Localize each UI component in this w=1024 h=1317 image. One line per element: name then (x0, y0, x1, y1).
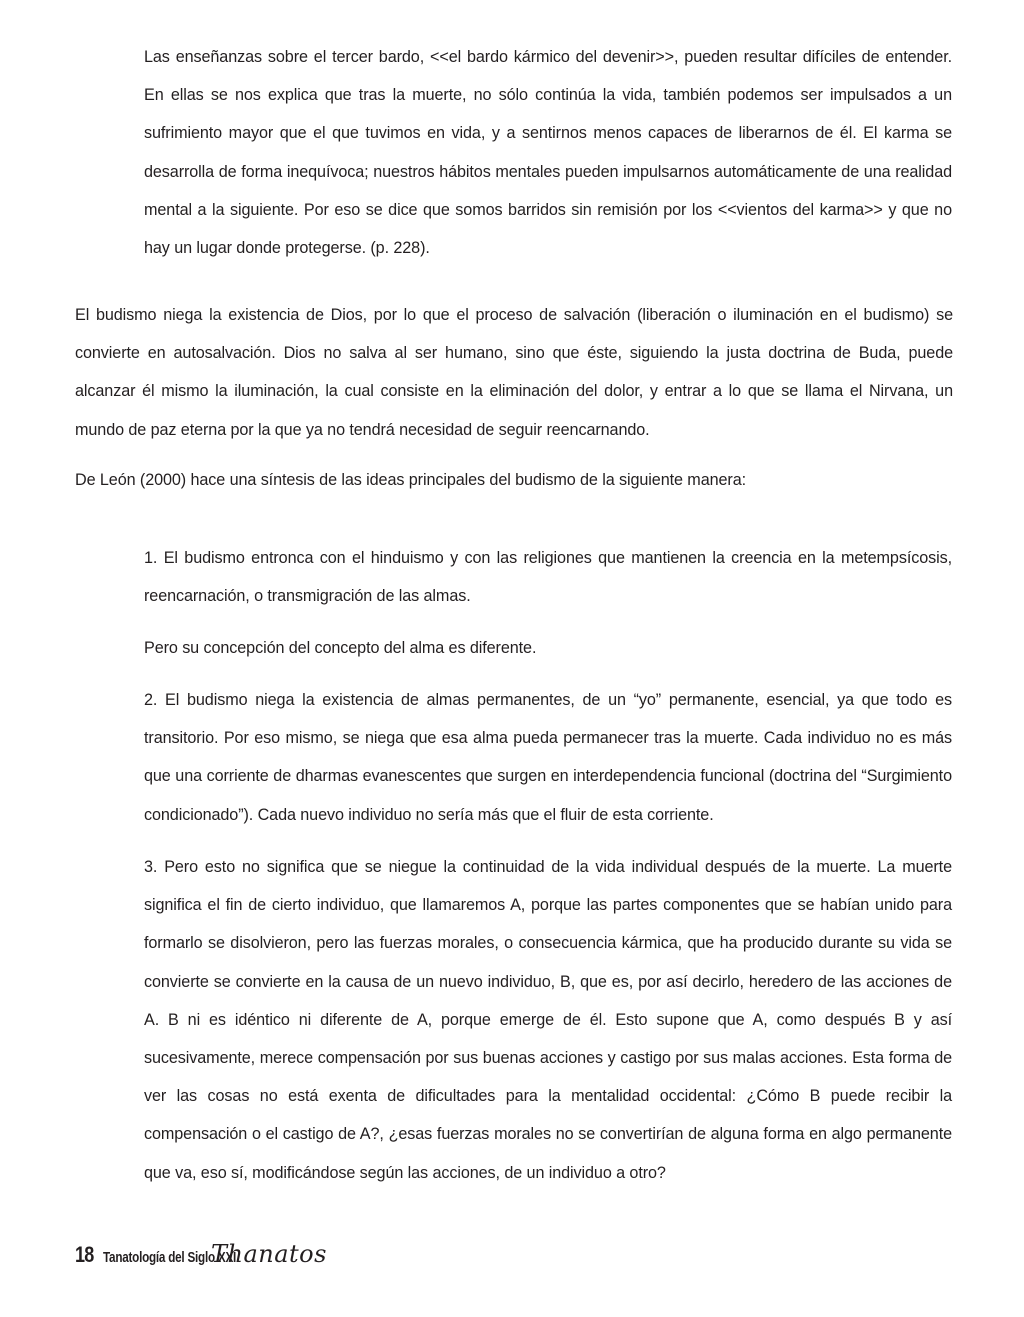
list-item-1-note: Pero su concepción del concepto del alma es diferente. (144, 639, 537, 657)
page-number: 18 (75, 1242, 94, 1267)
block-quote-bardo: Las enseñanzas sobre el tercer bardo, <<el bardo kármico del devenir>>, pueden resultar difíciles de entender. En ellas se nos explica que tras la muerte, no sólo continúa la vida, también podemos ser impulsados a un sufrimiento mayor que el que tuvimos en vida, y a sentirnos menos capaces de liberarnos de él. El karma se desarrolla de forma inequívoca; nuestros hábitos mentales pueden impulsarnos automáticamente de una realidad mental a la siguiente. Por eso se dice que somos barridos sin remisión por los <<vientos del karma>> y que no hay un lugar donde protegerse. (p. 228). (144, 48, 952, 258)
paragraph-buddhism-salvation: El budismo niega la existencia de Dios, por lo que el proceso de salvación (liberación o iluminación en el budismo) se convierte en autosalvación. Dios no salva al ser humano, sino que éste, siguiendo la justa doctrina de Buda, puede alcanzar él mismo la iluminación, la cual consiste en la eliminación del dolor, y entrar a lo que se llama el Nirvana, un mundo de paz eterna por la que ya no tendrá necesidad de seguir reencarnando. (75, 306, 953, 439)
paragraph-de-leon-intro: De León (2000) hace una síntesis de las ideas principales del budismo de la siguiente manera: (75, 471, 746, 489)
page-footer (75, 1240, 327, 1280)
list-item-3: 3. Pero esto no significa que se niegue la continuidad de la vida individual después de la muerte. La muerte significa el fin de cierto individuo, que llamaremos A, porque las partes componentes que se habían unido para formarlo se disolvieron, pero las fuerzas morales, o consecuencia kármica, que ha producido durante su vida se convierte se convierte en la causa de un nuevo individuo, B, que es, por así decirlo, heredero de las acciones de A. B ni es idéntico ni diferente de A, porque emerge de él. Esto supone que A, como después B y así sucesivamente, merece compensación por sus buenas acciones y castigo por sus malas acciones. Esta forma de ver las cosas no está exenta de dificultades para la mentalidad occidental: ¿Cómo B puede recibir la compensación o el castigo de A?, ¿esas fuerzas morales no se convertirían de alguna forma en algo permanente que va, eso sí, modificándose según las acciones, de un individuo a otro? (144, 858, 952, 1182)
journal-logo: Thanatos (211, 1240, 327, 1268)
list-item-1: 1. El budismo entronca con el hinduismo y con las religiones que mantienen la creencia en la metempsícosis, reencarnación, o transmigración de las almas. (144, 549, 952, 606)
journal-name: Tanatología del Siglo XXI (103, 1249, 237, 1266)
list-item-2: 2. El budismo niega la existencia de almas permanentes, de un “yo” permanente, esencial, ya que todo es transitorio. Por eso mismo, se niega que esa alma pueda permanecer tras la muerte. Cada individuo no es más que una corriente de dharmas evanescentes que surgen en interdependencia funcional (doctrina del “Surgimiento condicionado”). Cada nuevo individuo no sería más que el fluir de esta corriente. (144, 691, 952, 824)
